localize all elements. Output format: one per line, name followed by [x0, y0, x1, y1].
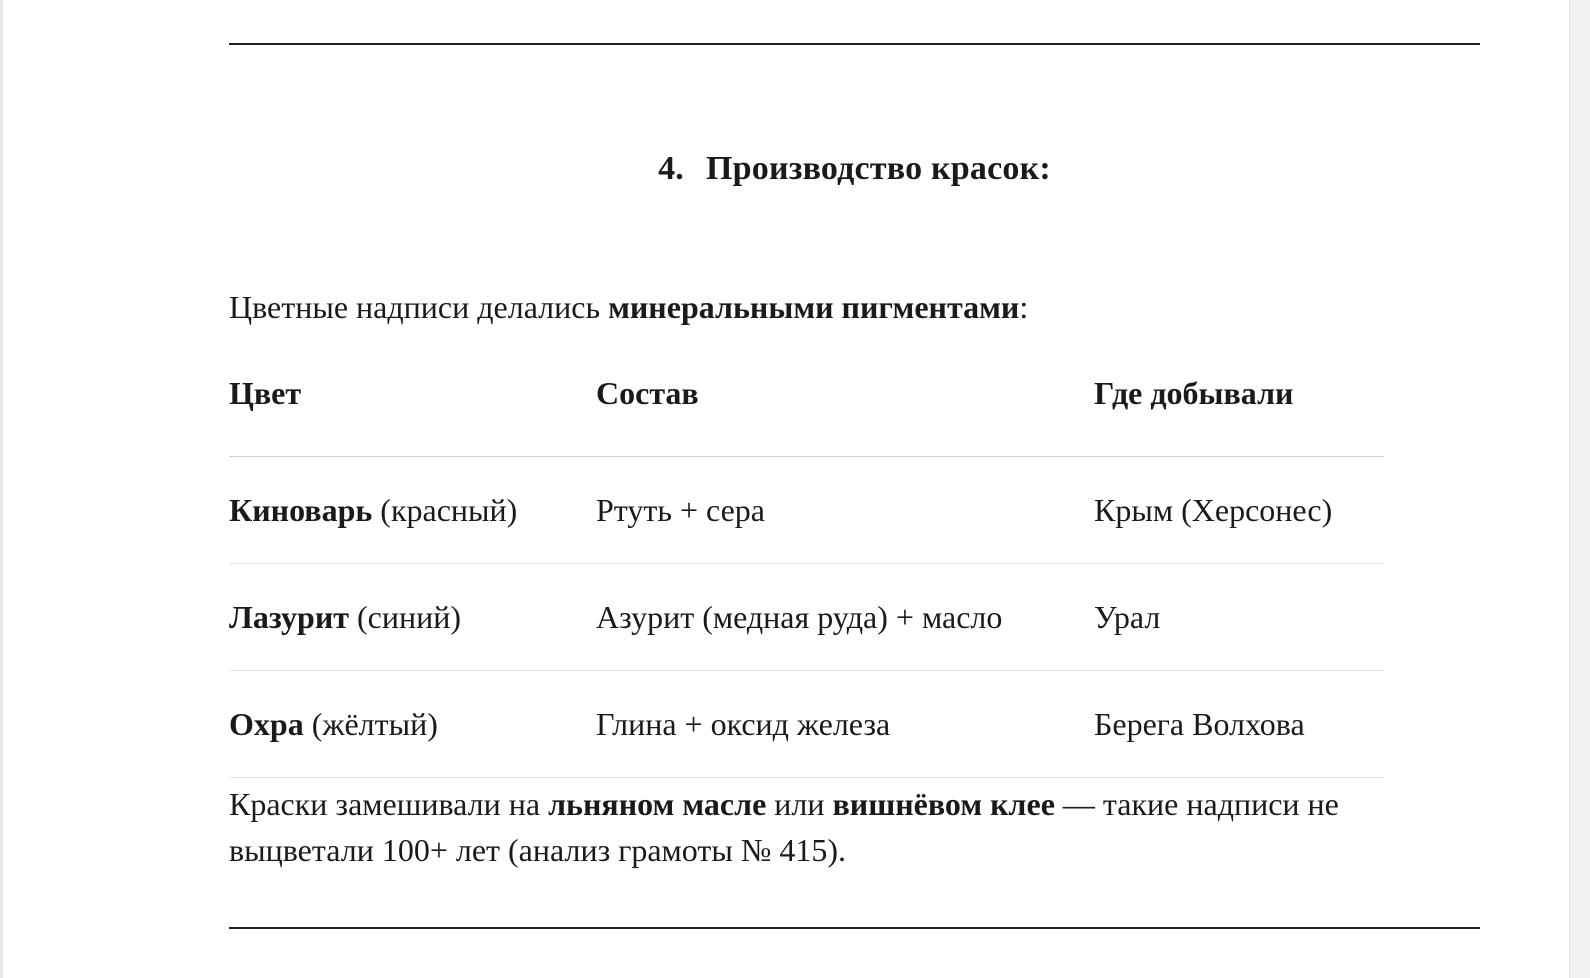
top-divider: [229, 43, 1480, 45]
intro-paragraph: [229, 287, 1028, 327]
pigment-color: (жёлтый): [303, 705, 438, 742]
closing-paragraph: [229, 781, 1480, 873]
source-cell: Крым (Херсонес): [1094, 457, 1384, 564]
pigment-name: Киноварь: [229, 491, 373, 528]
pigment-cell: [229, 671, 596, 778]
note-text-3: — такие надписи не выцветали 100+ лет (анализ грамоты № 415).: [229, 786, 1339, 868]
table-row: [229, 564, 1384, 671]
section-title: Производство красок:: [706, 150, 1051, 187]
pigment-cell: [229, 564, 596, 671]
pigments-table: [229, 370, 1384, 778]
scrollbar-track[interactable]: [1569, 0, 1590, 978]
note-text-1: Краски замешивали на: [229, 786, 549, 822]
pigment-color: (синий): [348, 598, 461, 635]
bottom-divider: [229, 927, 1480, 929]
source-cell: Урал: [1094, 564, 1384, 671]
header-composition: Состав: [596, 370, 1094, 457]
intro-bold-text: минеральными пигментами: [608, 289, 1020, 325]
intro-colon: :: [1019, 289, 1029, 325]
composition-cell: Глина + оксид железа: [596, 671, 1094, 778]
header-source: Где добывали: [1094, 370, 1384, 457]
pigment-name: Лазурит: [229, 598, 349, 635]
pigment-color: (красный): [372, 491, 518, 528]
note-bold-1: льняном масле: [548, 786, 767, 822]
pigment-name: Охра: [229, 705, 304, 742]
source-cell: Берега Волхова: [1094, 671, 1384, 778]
note-text-2: или: [766, 786, 833, 822]
table-header-row: [229, 370, 1384, 457]
section-number: 4.: [658, 150, 684, 187]
intro-text: Цветные надписи делались: [229, 289, 609, 325]
header-color: Цвет: [229, 370, 596, 457]
note-bold-2: вишнёвом клее: [832, 786, 1055, 822]
pigment-cell: [229, 457, 596, 564]
page-left-edge: [0, 0, 3, 978]
composition-cell: Азурит (медная руда) + масло: [596, 564, 1094, 671]
table-row: [229, 457, 1384, 564]
composition-cell: Ртуть + сера: [596, 457, 1094, 564]
table-row: [229, 671, 1384, 778]
section-heading: [229, 150, 1480, 188]
